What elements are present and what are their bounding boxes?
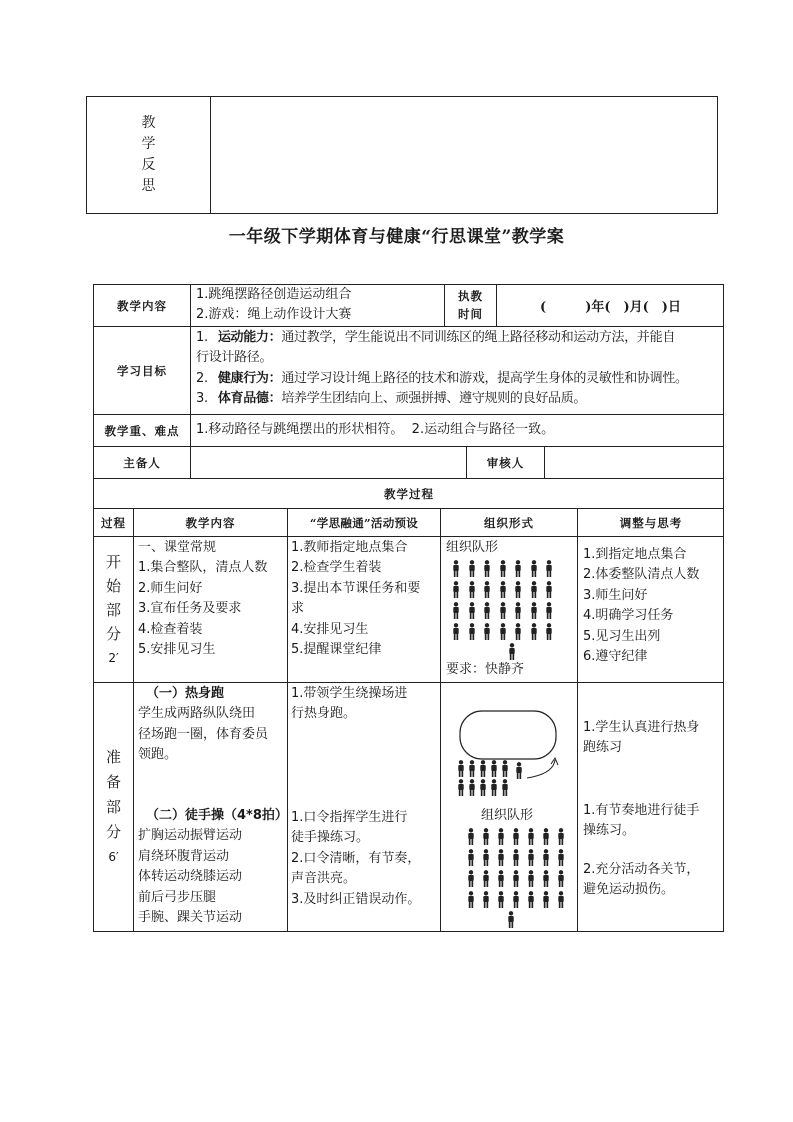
col-header-phase: 过程: [101, 515, 126, 530]
prep-adjust-exercise-2: 2.充分活动各关节， 避免运动损伤。: [583, 862, 700, 898]
student-icon: [482, 870, 490, 887]
key-points-label: 教学重、难点: [104, 423, 180, 438]
student-icon: [452, 560, 460, 577]
student-icon: [483, 602, 491, 619]
exercise-title: （二）徒手操（4*8拍）: [146, 808, 288, 823]
student-icon: [499, 602, 507, 619]
prep-exercise-activities: 1.口令指挥学生进行 徒手操练习。 2.口令清晰，有节奏， 声音洪亮。 3.及时纠正错误动作。: [291, 810, 421, 907]
student-icon: [542, 891, 550, 908]
student-icon: [542, 870, 550, 887]
track-oval: [460, 711, 556, 759]
runner-icon: [468, 779, 476, 796]
start-activities: 1.教师指定地点集合 2.检查学生着装 3.提出本节课任务和要 求 4.安排见习生 5.提醒课堂纪律: [291, 540, 421, 658]
start-adjust: 1.到指定地点集合 2.体委整队清点人数 3.师生问好 4.明确学习任务 5.见习生出列 6.遵守纪律: [583, 547, 700, 665]
content-lines: [196, 285, 442, 326]
student-icon: [530, 560, 538, 577]
objective-item-cont: 行设计路径。: [196, 350, 273, 366]
reflection-char: 教: [141, 115, 156, 131]
phase-prep: 准 备 部 分 6′: [105, 747, 121, 864]
reflection-char: 学: [141, 136, 156, 152]
prep-formation: [441, 828, 577, 928]
student-icon: [452, 581, 460, 598]
start-org-requirement: 要求：快静齐: [446, 662, 525, 677]
student-icon: [514, 602, 522, 619]
content-label: 教学内容: [117, 298, 167, 313]
leader-icon: [515, 762, 523, 779]
student-icon: [512, 891, 520, 908]
start-formation: [441, 560, 577, 660]
student-icon: [482, 828, 490, 845]
runner-icon: [479, 760, 487, 777]
student-icon: [545, 623, 553, 640]
student-icon: [545, 581, 553, 598]
student-icon: [468, 581, 476, 598]
objective-item: 2. 健康行为：通过学习设计绳上路径的技术和游戏，提高学生身体的灵敏性和协调性。: [196, 370, 688, 386]
student-icon: [467, 828, 475, 845]
reflection-label: [87, 97, 210, 213]
phase-start: 开 始 部 分 2′: [105, 552, 121, 665]
preparer-label: 主备人: [123, 455, 161, 470]
reflection-char: 思: [141, 178, 156, 194]
student-icon: [482, 891, 490, 908]
date-label: 执教 时间: [458, 289, 483, 321]
student-icon: [527, 891, 535, 908]
content-line: 2.游戏：绳上动作设计大赛: [196, 307, 352, 323]
student-icon: [467, 891, 475, 908]
student-icon: [530, 623, 538, 640]
student-icon: [499, 581, 507, 598]
runner-icon: [501, 779, 509, 796]
student-icon: [467, 870, 475, 887]
student-icon: [545, 602, 553, 619]
student-icon: [468, 602, 476, 619]
student-icon: [483, 560, 491, 577]
prep-warmup: （一）热身跑 学生成两路纵队绕田 径场跑一圈，体育委员 领跑。: [138, 686, 269, 763]
objective-item: 3. 体育品德：培养学生团结向上、顽强拼搏、遵守规则的良好品质。: [196, 391, 587, 407]
content-line: 1.跳绳摆路径创造运动组合: [196, 287, 352, 302]
runner-icon: [468, 760, 476, 777]
objectives-label: 学习目标: [117, 363, 167, 378]
col-header-organization: 组织形式: [484, 515, 534, 530]
runner-icon: [490, 779, 498, 796]
student-icon: [512, 849, 520, 866]
student-icon: [514, 581, 522, 598]
student-icon: [545, 560, 553, 577]
warmup-title: （一）热身跑: [146, 686, 225, 701]
student-icon: [530, 581, 538, 598]
student-icon: [482, 849, 490, 866]
teacher-icon: [507, 911, 515, 928]
runner-icon: [457, 760, 465, 777]
student-icon: [530, 602, 538, 619]
page-title: 一年级下学期体育与健康“行思课堂”教学案: [228, 227, 565, 247]
teacher-icon: [508, 643, 516, 660]
prep-adjust-warmup: 1.学生认真进行热身 跑练习: [583, 720, 700, 756]
student-icon: [497, 891, 505, 908]
date-value: ( )年( )月( )日: [540, 300, 681, 315]
student-icon: [557, 849, 565, 866]
student-icon: [512, 828, 520, 845]
runner-icon: [490, 760, 498, 777]
col-header-adjust: 调整与思考: [619, 515, 683, 530]
student-icon: [527, 870, 535, 887]
col-header-activities: “学思融通”活动预设: [309, 515, 419, 530]
prep-org-label: 组织队形: [481, 808, 534, 823]
student-icon: [557, 828, 565, 845]
student-icon: [467, 849, 475, 866]
objectives-list: [196, 328, 722, 410]
reviewer-label: 审核人: [486, 455, 525, 470]
student-icon: [497, 870, 505, 887]
student-icon: [483, 623, 491, 640]
student-icon: [452, 623, 460, 640]
start-content: 一、课堂常规 1.集合整队，清点人数 2.师生问好 3.宣布任务及要求 4.检查着装 5.安排见习生: [138, 540, 268, 658]
student-icon: [527, 849, 535, 866]
student-icon: [557, 870, 565, 887]
student-icon: [557, 891, 565, 908]
student-icon: [497, 828, 505, 845]
objective-item: 1. 运动能力：通过教学，学生能说出不同训练区的绳上路径移动和运动方法，并能自: [196, 330, 676, 345]
runner-icon: [457, 779, 465, 796]
student-icon: [499, 623, 507, 640]
student-icon: [514, 623, 522, 640]
col-header-content: 教学内容: [185, 515, 236, 530]
start-org-label: 组织队形: [446, 540, 499, 555]
key-points-text: 1.移动路径与跳绳摆出的形状相符。 2.运动组合与路径一致。: [196, 422, 555, 437]
student-icon: [527, 828, 535, 845]
reflection-char: 反: [141, 157, 156, 173]
student-icon: [514, 560, 522, 577]
prep-exercise: （二）徒手操（4*8拍） 扩胸运动振臂运动 肩绕环腹背运动 体转运动绕膝运动 前后弓步压腿 手腕、踝关节运动: [138, 808, 288, 926]
student-icon: [497, 849, 505, 866]
prep-warmup-activities: 1.带领学生绕操场进 行热身跑。: [291, 686, 408, 722]
student-icon: [542, 828, 550, 845]
student-icon: [468, 560, 476, 577]
student-icon: [499, 560, 507, 577]
runner-icon: [479, 779, 487, 796]
student-icon: [512, 870, 520, 887]
runner-icon: [501, 760, 509, 777]
student-icon: [542, 849, 550, 866]
student-icon: [483, 581, 491, 598]
student-icon: [452, 602, 460, 619]
student-icon: [468, 623, 476, 640]
prep-adjust-exercise-1: 1.有节奏地进行徒手 操练习。: [583, 803, 700, 839]
track-runners: [441, 758, 577, 798]
process-title: 教学过程: [384, 486, 434, 501]
